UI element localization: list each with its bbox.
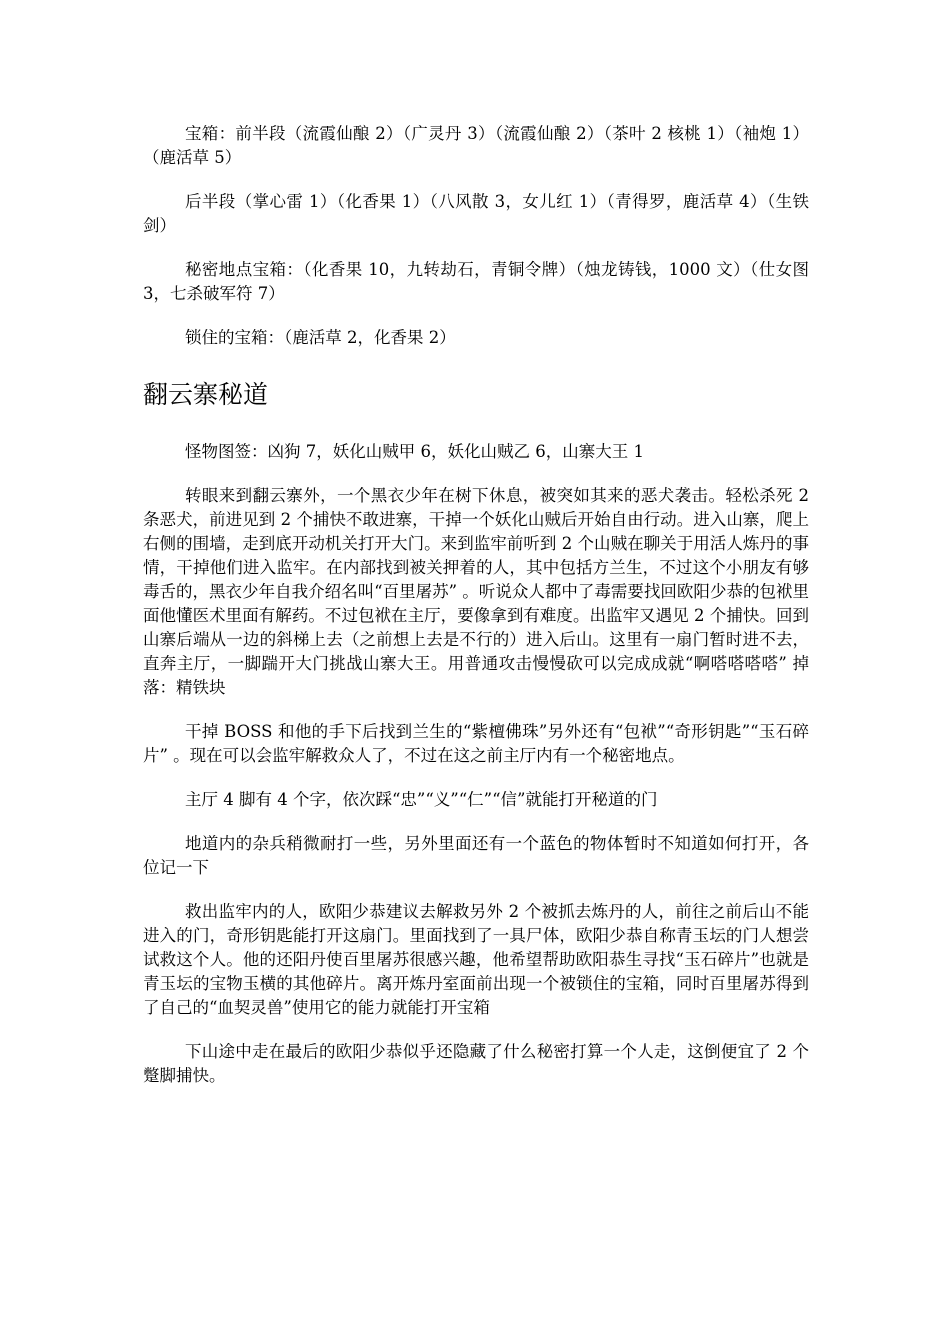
walkthrough-paragraph: 地道内的杂兵稍微耐打一些，另外里面还有一个蓝色的物体暂时不知道如何打开，各位记一下: [143, 834, 809, 877]
chest-list-first-half: 宝箱：前半段（流霞仙酿 2）（广灵丹 3）（流霞仙酿 2）（茶叶 2 核桃 1）（袖炮 1）（鹿活草 5）: [143, 124, 809, 167]
monster-index-paragraph: 怪物图签：凶狗 7，妖化山贼甲 6，妖化山贼乙 6，山寨大王 1: [185, 442, 644, 461]
walkthrough-paragraph: 转眼来到翻云寨外，一个黑衣少年在树下休息，被突如其来的恶犬袭击。轻松杀死 2 条恶犬，前进见到 2 个捕快不敢进寨，干掉一个妖化山贼后开始自由行动。进入山寨，爬上右侧的围墙，走到底开动机关打开大门。来到监牢前听到 2 个山贼在聊关于用活人炼丹的事情，干掉他们进入监牢。在内部找到被关押着的人，其中包括方兰生，不过这个小朋友有够毒舌的，黑衣少年自我介绍名叫“百里屠苏” 。听说众人都中了毒需要找回欧阳少恭的包袱里面他懂医术里面有解药。不过包袱在主厅，要像拿到有难度。出监牢又遇见 2 个捕快。回到山寨后端从一边的斜梯上去（之前想上去是不行的）进入后山。这里有一扇门暂时进不去，直奔主厅，一脚踹开大门挑战山寨大王。用普通攻击慢慢砍可以完成成就“啊嗒嗒嗒嗒” 掉落：精铁块: [143, 486, 809, 697]
chest-list-secret-location: 秘密地点宝箱：（化香果 10，九转劫石，青铜令牌）（烛龙铸钱，1000 文）（仕女图 3，七杀破军符 7）: [143, 260, 809, 303]
chest-list-second-half: 后半段（掌心雷 1）（化香果 1）（八风散 3，女儿红 1）（青得罗，鹿活草 4）（生铁剑）: [143, 192, 809, 235]
walkthrough-paragraph: 救出监牢内的人，欧阳少恭建议去解救另外 2 个被抓去炼丹的人，前往之前后山不能进入的门，奇形钥匙能打开这扇门。里面找到了一具尸体，欧阳少恭自称青玉坛的门人想尝试救这个人。他的还阳丹使百里屠苏很感兴趣，他希望帮助欧阳恭生寻找“玉石碎片”也就是青玉坛的宝物玉横的其他碎片。离开炼丹室面前出现一个被锁住的宝箱，同时百里屠苏得到了自己的“血契灵兽”使用它的能力就能打开宝箱: [143, 902, 809, 1017]
walkthrough-paragraph: 主厅 4 脚有 4 个字，依次踩“忠”“义”“仁”“信”就能打开秘道的门: [185, 790, 658, 809]
walkthrough-paragraph: 下山途中走在最后的欧阳少恭似乎还隐藏了什么秘密打算一个人走，这倒便宜了 2 个蹩脚捕快。: [143, 1042, 809, 1085]
section-heading: 翻云寨秘道: [143, 380, 269, 409]
document-content: [143, 122, 809, 1108]
chest-list-locked: 锁住的宝箱：（鹿活草 2，化香果 2）: [185, 328, 456, 347]
walkthrough-paragraph: 干掉 BOSS 和他的手下后找到兰生的“紫檀佛珠”另外还有“包袱”“奇形钥匙”“玉石碎片” 。现在可以会监牢解救众人了，不过在这之前主厅内有一个秘密地点。: [143, 722, 809, 765]
